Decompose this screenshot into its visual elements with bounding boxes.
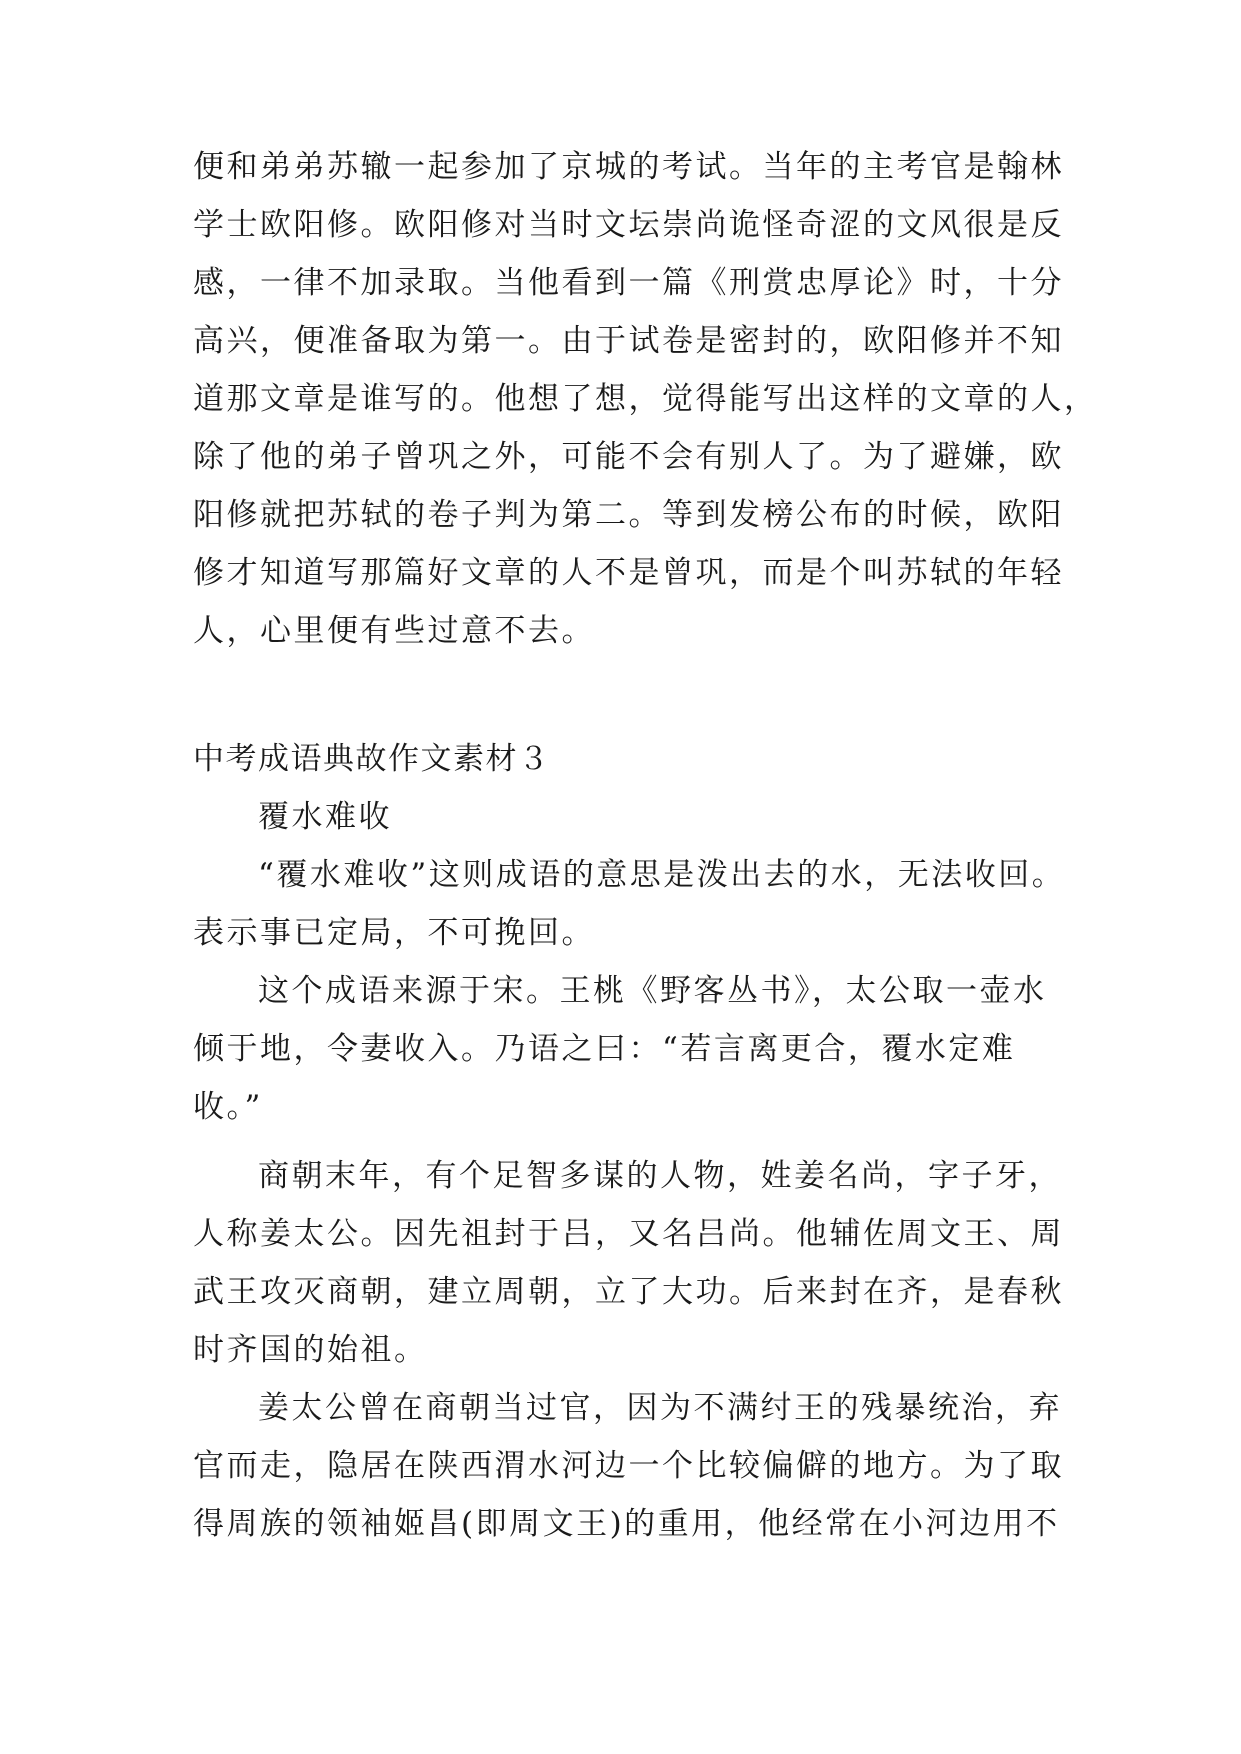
text-line: 姜太公曾在商朝当过官，因为不满纣王的残暴统治，弃 — [258, 1390, 1062, 1426]
text-line: 修才知道写那篇好文章的人不是曾巩，而是个叫苏轼的年轻 — [193, 555, 1064, 591]
section-heading: 中考成语典故作文素材３ — [193, 741, 551, 777]
text-line: 这个成语来源于宋。王桃《野客丛书》，太公取一壶水 — [258, 973, 1047, 1009]
text-line: 时齐国的始祖。 — [193, 1332, 428, 1368]
text-line: 人，心里便有些过意不去。 — [193, 613, 595, 649]
text-line: 倾于地，令妻收入。乃语之曰：“若言离更合，覆水定难 — [193, 1031, 1016, 1067]
idiom-title: 覆水难收 — [258, 799, 392, 835]
text-line: 人称姜太公。因先祖封于吕，又名吕尚。他辅佐周文王、周 — [193, 1216, 1064, 1252]
text-line: 表示事已定局，不可挽回。 — [193, 915, 595, 951]
text-line: 收。” — [193, 1089, 263, 1125]
text-line: 得周族的领袖姬昌(即周文王)的重用，他经常在小河边用不 — [193, 1506, 1060, 1542]
text-line: 除了他的弟子曾巩之外，可能不会有别人了。为了避嫌，欧 — [193, 439, 1064, 475]
text-line: 阳修就把苏轼的卷子判为第二。等到发榜公布的时候，欧阳 — [193, 497, 1064, 533]
text-line: 学士欧阳修。欧阳修对当时文坛崇尚诡怪奇涩的文风很是反 — [193, 207, 1064, 243]
text-line: 武王攻灭商朝，建立周朝，立了大功。后来封在齐，是春秋 — [193, 1274, 1064, 1310]
text-line: 感，一律不加录取。当他看到一篇《刑赏忠厚论》时，十分 — [193, 265, 1064, 301]
text-line: 商朝末年，有个足智多谋的人物，姓姜名尚，字子牙， — [258, 1158, 1062, 1194]
text-line: 高兴，便准备取为第一。由于试卷是密封的，欧阳修并不知 — [193, 323, 1064, 359]
text-line: 道那文章是谁写的。他想了想，觉得能写出这样的文章的人， — [193, 381, 1098, 417]
text-line: “覆水难收”这则成语的意思是泼出去的水，无法收回。 — [258, 857, 1066, 893]
text-line: 官而走，隐居在陕西渭水河边一个比较偏僻的地方。为了取 — [193, 1448, 1064, 1484]
text-line: 便和弟弟苏辙一起参加了京城的考试。当年的主考官是翰林 — [193, 149, 1064, 185]
